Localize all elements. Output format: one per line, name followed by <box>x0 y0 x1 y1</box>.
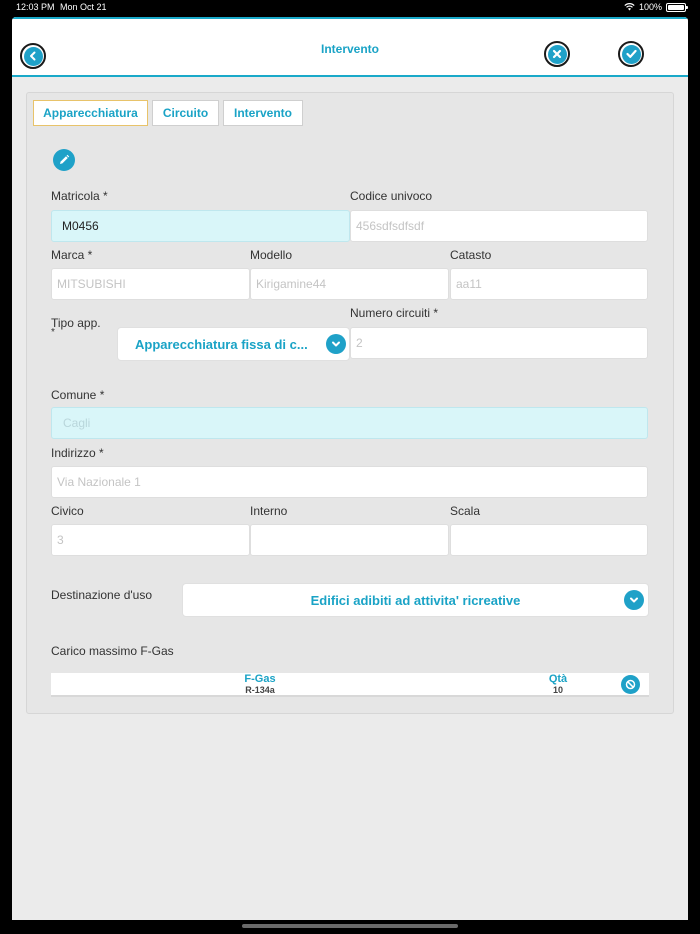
battery-percent: 100% <box>638 2 662 12</box>
codice-univoco-label: Codice univoco <box>350 189 433 203</box>
status-date: Mon Oct 21 <box>60 2 107 12</box>
delete-row-button[interactable] <box>621 675 640 694</box>
numero-circuiti-field[interactable]: 2 <box>350 327 648 359</box>
comune-label: Comune * <box>51 388 105 402</box>
tab-circuito[interactable] <box>152 100 219 126</box>
tab-label: Intervento <box>233 106 292 120</box>
chevron-down-icon <box>624 590 644 610</box>
tab-apparecchiatura[interactable] <box>33 100 148 126</box>
status-right <box>624 2 686 12</box>
fgas-value: R-134a <box>245 685 275 695</box>
home-indicator <box>242 924 458 928</box>
marca-field[interactable]: MITSUBISHI <box>51 268 250 300</box>
fgas-header: F-Gas <box>244 673 276 685</box>
tab-intervento[interactable] <box>223 100 303 126</box>
comune-field[interactable]: Cagli <box>51 407 648 439</box>
block-icon <box>625 679 636 690</box>
destinazione-uso-label: Destinazione d'uso <box>51 588 153 602</box>
check-icon <box>626 49 637 59</box>
navigation-bar <box>12 17 688 77</box>
edit-button[interactable] <box>53 149 75 171</box>
destinazione-uso-selected: Edifici adibiti ad attivita' ricreative <box>310 592 521 608</box>
civico-label: Civico <box>51 504 84 518</box>
civico-field[interactable]: 3 <box>51 524 250 556</box>
qta-value: 10 <box>552 685 563 695</box>
tipo-app-required-marker: * <box>51 327 55 338</box>
tab-label: Circuito <box>162 106 209 120</box>
close-icon <box>552 49 562 59</box>
pencil-icon <box>58 154 70 166</box>
chevron-down-icon <box>326 334 346 354</box>
page-title: Intervento <box>320 42 379 56</box>
app-screen <box>12 17 688 920</box>
modello-label: Modello <box>250 248 293 262</box>
scala-field[interactable] <box>450 524 648 556</box>
status-bar <box>0 0 700 16</box>
interno-field[interactable] <box>250 524 449 556</box>
modello-field[interactable]: Kirigamine44 <box>250 268 449 300</box>
catasto-field[interactable]: aa11 <box>450 268 648 300</box>
qta-column <box>538 674 578 696</box>
cancel-button[interactable] <box>544 41 570 67</box>
carico-fgas-label: Carico massimo F-Gas <box>51 644 174 658</box>
fgas-table-row[interactable] <box>51 673 649 697</box>
tipo-app-select[interactable] <box>117 327 350 361</box>
catasto-label: Catasto <box>450 248 492 262</box>
matricola-field[interactable]: M0456 <box>51 210 350 242</box>
marca-label: Marca * <box>51 248 93 262</box>
destinazione-uso-select[interactable] <box>182 583 649 617</box>
qta-header: Qtà <box>548 673 568 685</box>
scala-label: Scala <box>450 504 481 518</box>
wifi-icon <box>624 3 635 11</box>
indirizzo-field[interactable]: Via Nazionale 1 <box>51 466 648 498</box>
interno-label: Interno <box>250 504 288 518</box>
matricola-label: Matricola * <box>51 189 108 203</box>
tab-label: Apparecchiatura <box>43 106 138 120</box>
status-time: 12:03 PM <box>16 2 55 12</box>
fgas-column <box>235 674 285 696</box>
battery-icon <box>666 3 686 12</box>
numero-circuiti-label: Numero circuiti * <box>350 306 439 320</box>
tipo-app-label: Tipo app. <box>51 316 101 330</box>
form-panel <box>26 92 674 714</box>
tipo-app-selected: Apparecchiatura fissa di c... <box>135 336 308 352</box>
confirm-button[interactable] <box>618 41 644 67</box>
codice-univoco-field[interactable]: 456sdfsdfsdf <box>350 210 648 242</box>
indirizzo-label: Indirizzo * <box>51 446 104 460</box>
